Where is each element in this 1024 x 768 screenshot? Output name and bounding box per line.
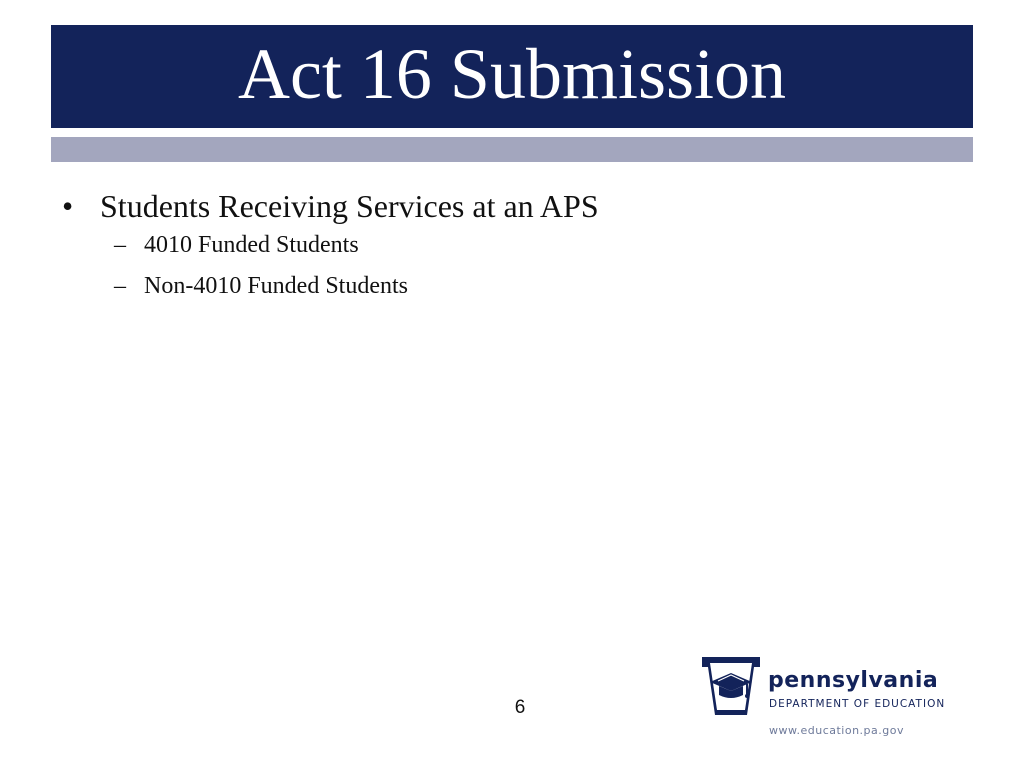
sub-bullet-marker: – xyxy=(114,232,126,258)
pa-department-of-education-logo xyxy=(700,655,960,721)
logo-department-text: DEPARTMENT OF EDUCATION xyxy=(769,698,946,710)
accent-bar xyxy=(51,137,973,162)
bullet-text: Students Receiving Services at an APS xyxy=(100,188,599,224)
keystone-graduation-cap-icon xyxy=(700,655,762,717)
sub-bullet-text: 4010 Funded Students xyxy=(144,232,359,258)
slide-content xyxy=(62,186,942,312)
page-number: 6 xyxy=(514,697,526,718)
sub-bullet-text: Non-4010 Funded Students xyxy=(144,273,408,299)
website-url: www.education.pa.gov xyxy=(769,724,904,737)
title-bar xyxy=(51,25,973,128)
slide-title: Act 16 Submission xyxy=(237,33,787,114)
sub-bullet-marker: – xyxy=(114,273,126,299)
logo-wordmark: pennsylvania xyxy=(768,668,939,693)
sub-bullet-list xyxy=(62,230,942,301)
bullet-marker: • xyxy=(62,188,74,224)
sub-bullet-item xyxy=(62,230,942,260)
bullet-item xyxy=(62,186,942,226)
sub-bullet-item xyxy=(62,271,942,301)
